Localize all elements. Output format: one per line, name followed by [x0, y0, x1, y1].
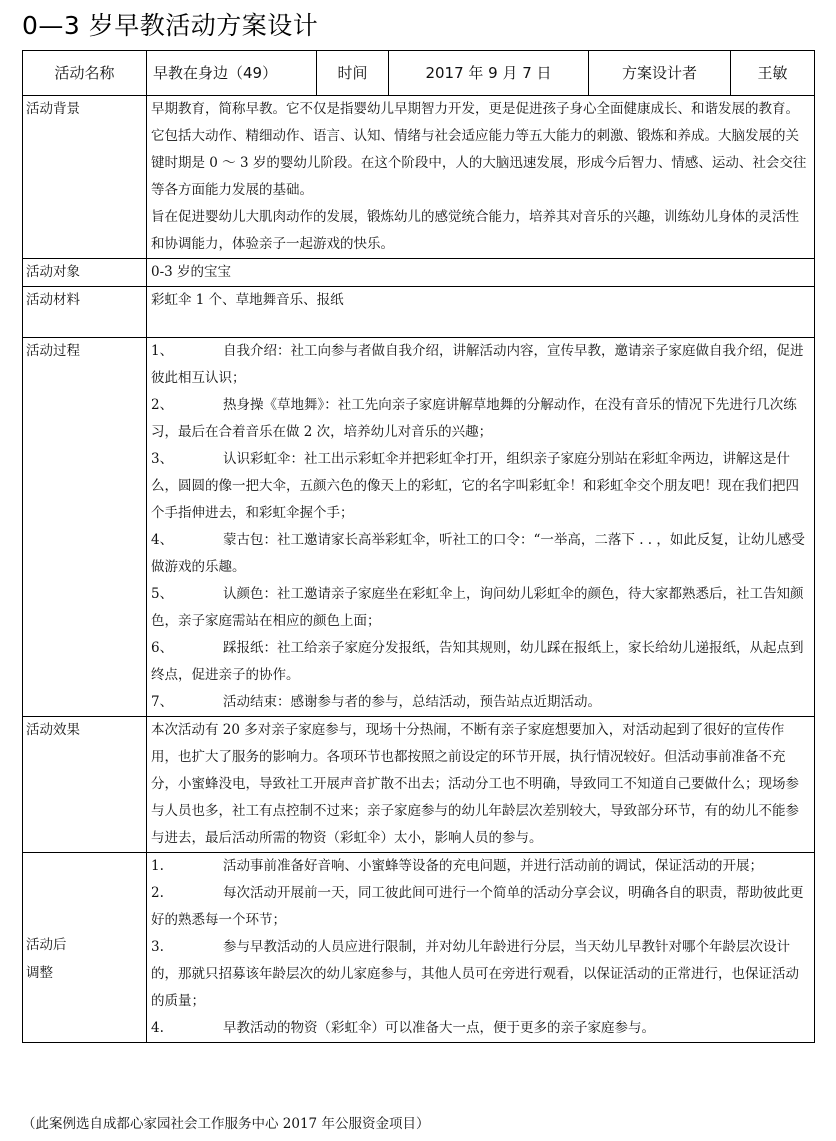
step-number: 5、: [151, 586, 174, 602]
step-number: 2、: [151, 397, 174, 413]
process-content: [147, 338, 815, 717]
step-number: 1.: [151, 858, 164, 874]
step-number: 1、: [151, 343, 174, 359]
step-text: 早教活动的物资（彩虹伞）可以准备大一点，便于更多的亲子家庭参与。: [223, 1020, 655, 1036]
adjustment-row: [23, 853, 815, 1043]
adjustment-step: [151, 1015, 810, 1042]
step-text: 活动事前准备好音响、小蜜蜂等设备的充电问题，并进行活动前的调试，保证活动的开展；: [223, 858, 763, 874]
activity-name-label: 活动名称: [23, 51, 147, 96]
process-step: [151, 689, 810, 716]
step-text: 参与早教活动的人员应进行限制，并对幼儿年龄进行分层，当天幼儿早教针对哪个年龄层次设计的，那就只招募该年龄层次的幼儿家庭参与，其他人员可在旁进行观看，以保证活动的正常进行，也保证活动的质量；: [151, 939, 799, 1009]
background-paragraph: 早期教育，简称早教。它不仅是指婴幼儿早期智力开发，更是促进孩子身心全面健康成长、和谐发展的教育。它包括大动作、精细动作、语言、认知、情绪与社会适应能力等五大能力的刺激、锻炼和养成。大脑发展的关键时期是 0 ～ 3 岁的婴幼儿阶段。在这个阶段中，人的大脑迅速发展，形成今后智力、情感、运动、社会交往等各方面能力发展的基础。: [151, 101, 807, 198]
adjustment-label: [23, 853, 147, 1043]
step-text: 踩报纸：社工给亲子家庭分发报纸，告知其规则，幼儿踩在报纸上，家长给幼儿递报纸，从起点到终点，促进亲子的协作。: [151, 640, 804, 683]
process-step: [151, 527, 810, 581]
background-label: 活动背景: [23, 96, 147, 259]
designer-label: 方案设计者: [589, 51, 731, 96]
background-paragraph: 旨在促进婴幼儿大肌肉动作的发展，锻炼幼儿的感觉统合能力，培养其对音乐的兴趣，训练幼儿身体的灵活性和协调能力，体验亲子一起游戏的快乐。: [151, 209, 799, 252]
adjustment-step: [151, 934, 810, 1015]
process-step: [151, 635, 810, 689]
step-number: 3.: [151, 939, 164, 955]
adjustment-content: [147, 853, 815, 1043]
step-text: 活动结束：感谢参与者的参与，总结活动，预告站点近期活动。: [223, 694, 601, 710]
header-row: [23, 51, 815, 96]
step-number: 4.: [151, 1020, 164, 1036]
effect-value: 本次活动有 20 多对亲子家庭参与，现场十分热闹，不断有亲子家庭想要加入，对活动起到了很好的宣传作用，也扩大了服务的影响力。各项环节也都按照之前设定的环节开展，执行情况较好。但活动事前准备不充分，小蜜蜂没电，导致社工开展声音扩散不出去；活动分工也不明确，导致同工不知道自己要做什么；现场参与人员也多，社工有点控制不过来；亲子家庭参与的幼儿年龄层次差别较大，导致部分环节，有的幼儿不能参与进去，最后活动所需的物资（彩虹伞）太小，影响人员的参与。: [147, 717, 815, 853]
step-text: 热身操《草地舞》：社工先向亲子家庭讲解草地舞的分解动作，在没有音乐的情况下先进行几次练习，最后在合着音乐在做 2 次，培养幼儿对音乐的兴趣；: [151, 397, 797, 440]
activity-name-value: 早教在身边（49）: [147, 51, 317, 96]
process-step: [151, 581, 810, 635]
source-note: （此案例选自成都心家园社会工作服务中心 2017 年公服资金项目）: [22, 1116, 430, 1132]
step-number: 2.: [151, 885, 164, 901]
process-step: [151, 338, 810, 392]
designer-value: 王敏: [731, 51, 815, 96]
process-step: [151, 392, 810, 446]
adjustment-label-line: 活动后: [26, 937, 67, 953]
step-text: 蒙古包：社工邀请家长高举彩虹伞，听社工的口令：“一举高，二落下 . . ，如此反复，让幼儿感受做游戏的乐趣。: [151, 532, 805, 575]
background-row: [23, 96, 815, 259]
effect-row: [23, 717, 815, 853]
time-value: 2017 年 9 月 7 日: [389, 51, 589, 96]
step-number: 7、: [151, 694, 174, 710]
step-number: 6、: [151, 640, 174, 656]
step-text: 自我介绍：社工向参与者做自我介绍，讲解活动内容，宣传早教，邀请亲子家庭做自我介绍，促进彼此相互认识；: [151, 343, 804, 386]
step-text: 每次活动开展前一天，同工彼此间可进行一个简单的活动分享会议，明确各自的职责，帮助彼此更好的熟悉每一个环节；: [151, 885, 804, 928]
background-content: [147, 96, 815, 259]
target-value: 0-3 岁的宝宝: [147, 259, 815, 287]
step-text: 认颜色：社工邀请亲子家庭坐在彩虹伞上，询问幼儿彩虹伞的颜色，待大家都熟悉后，社工告知颜色，亲子家庭需站在相应的颜色上面；: [151, 586, 804, 629]
step-number: 3、: [151, 451, 174, 467]
activity-plan-table: [22, 50, 815, 1043]
process-label: 活动过程: [23, 338, 147, 717]
step-number: 4、: [151, 532, 174, 548]
target-label: 活动对象: [23, 259, 147, 287]
materials-label: 活动材料: [23, 287, 147, 338]
step-text: 认识彩虹伞：社工出示彩虹伞并把彩虹伞打开，组织亲子家庭分别站在彩虹伞两边，讲解这是什么，圆圆的像一把大伞，五颜六色的像天上的彩虹，它的名字叫彩虹伞！和彩虹伞交个朋友吧！现在我们把四个手指伸进去，和彩虹伞握个手；: [151, 451, 799, 521]
adjustment-step: [151, 880, 810, 934]
target-row: [23, 259, 815, 287]
adjustment-step: [151, 853, 810, 880]
effect-label: 活动效果: [23, 717, 147, 853]
time-label: 时间: [317, 51, 389, 96]
process-row: [23, 338, 815, 717]
adjustment-label-line: 调整: [26, 965, 53, 981]
process-step: [151, 446, 810, 527]
page-title: 0—3 岁早教活动方案设计: [22, 11, 319, 40]
materials-row: [23, 287, 815, 338]
materials-value: 彩虹伞 1 个、草地舞音乐、报纸: [147, 287, 815, 338]
